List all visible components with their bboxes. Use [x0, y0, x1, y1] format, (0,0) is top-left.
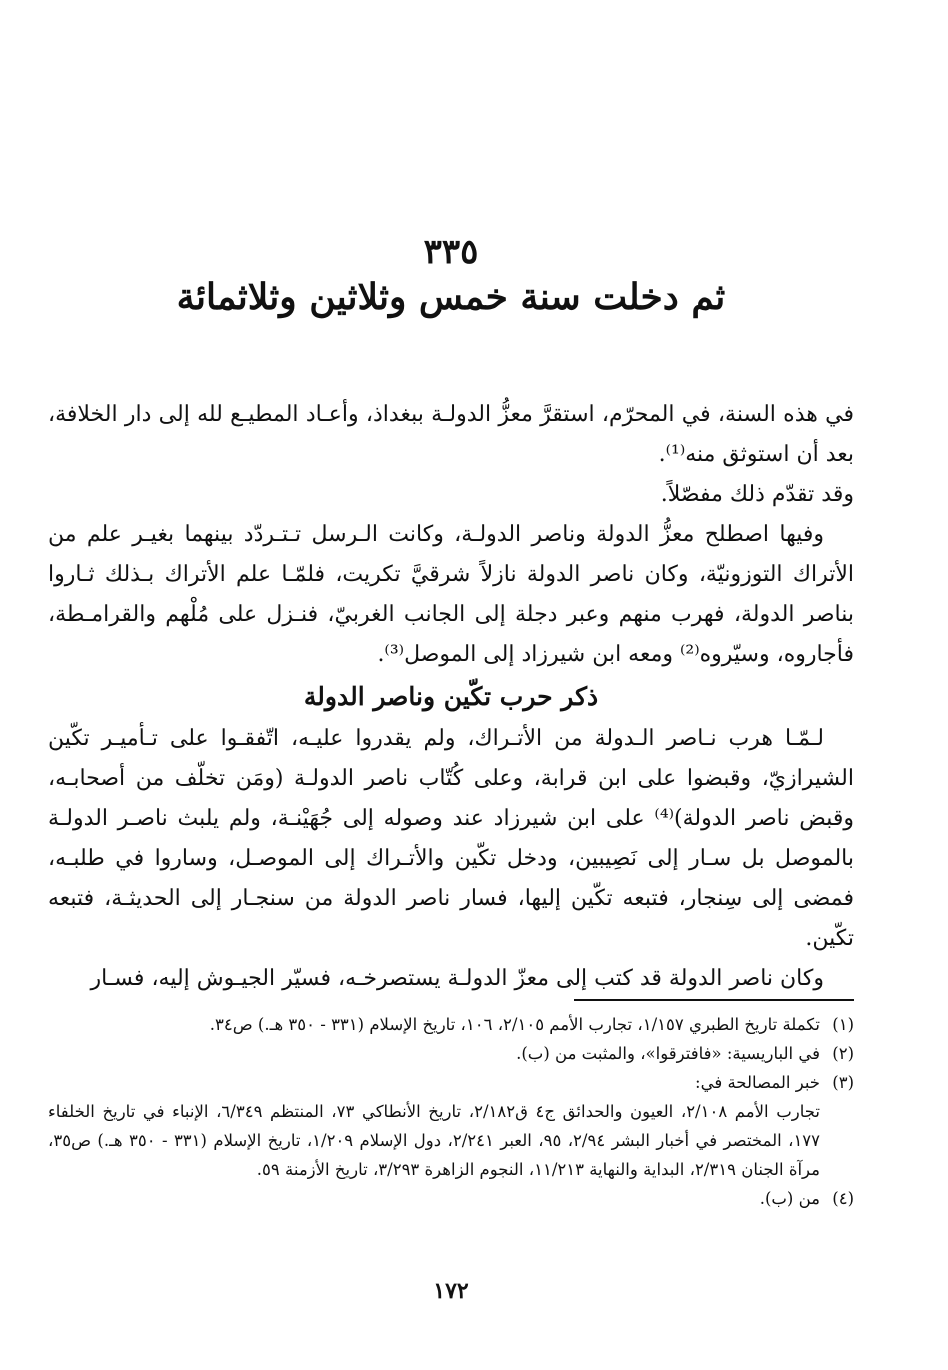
footnote-text: من (ب).	[759, 1189, 820, 1208]
paragraph-5: وكان ناصر الدولة قد كتب إلى معزّ الدولـة يستصرخـه، فسيّر الجيـوش إليه، فسـار	[90, 966, 824, 991]
footnote-1	[48, 1010, 854, 1039]
year-number: ٣٣٥	[423, 232, 479, 272]
page-number: ١٧٢	[433, 1278, 469, 1304]
section-heading: ذكر حرب تكّين وناصر الدولة	[303, 682, 599, 711]
footnote-divider	[574, 999, 854, 1001]
chapter-title: ثم دخلت سنة خمس وثلاثين وثلاثمائة	[176, 276, 726, 318]
footnote-text: خبر المصالحة في:	[695, 1073, 820, 1092]
footnote-4	[48, 1184, 854, 1213]
footnotes	[48, 1010, 854, 1213]
paragraph-2: وقد تقدّم ذلك مفصّلاً.	[660, 482, 854, 507]
footnote-text: في الباريسية: «فافترقوا»، والمثبت من (ب).	[516, 1044, 820, 1063]
footnote-3	[48, 1068, 854, 1097]
footnote-2	[48, 1039, 854, 1068]
footnote-number: (٢)	[832, 1044, 854, 1063]
paragraph-1: في هذه السنة، في المحرّم، استقرَّ معزُّ الدولـة ببغداذ، وأعـاد المطيـع لله إلى دار الخلافة، بعد أن استوثق منه⁽¹⁾.	[48, 402, 854, 467]
footnote-text: تكملة تاريخ الطبري ١/١٥٧، تجارب الأمم ٢/١٠٥، ١٠٦، تاريخ الإسلام (٣٣١ - ٣٥٠ هـ.) ص٣٤.	[209, 1015, 820, 1034]
footnote-3-sources: تجارب الأمم ٢/١٠٨، العيون والحدائق ج٤ ق٢/١٨٢، تاريخ الأنطاكي ٧٣، المنتظم ٦/٣٤٩، الإنباء في تاريخ الخلفاء ١٧٧، المختصر في أخبار البشر ٢/٩٤، ٩٥، العبر ٢/٢٤١، دول الإسلام ١/٢٠٩، تاريخ الإسلام (٣٣١ - ٣٥٠ هـ.) ص٣٥، مرآة الجنان ٢/٣١٩، البداية والنهاية ١١/٢١٣، النجوم الزاهرة ٣/٢٩٣، تاريخ الأزمنة ٥٩.	[48, 1102, 821, 1179]
paragraph-4: لـمّـا هرب نـاصر الـدولة من الأتـراك، ولم يقدروا عليـه، اتّفقـوا على تـأميـر تكّين الشيرازيّ، وقبضوا على ابن قرابة، وعلى كُتّاب ناصر الدولـة (ومَن تخلّف من أصحابـه، وقبض ناصر الدولة)⁽⁴⁾ على ابن شيرزاد عند وصوله إلى جُهَيْنـة، ولم يلبث ناصـر الدولـة بالموصل بل سـار إلى نَصِيبين، ودخل تكّين والأتـراك إلى الموصـل، وساروا في طلبـه، فمضى إلى سِنجار، فتبعه تكّين إليها، فسار ناصر الدولة من سنجـار إلى الحديثـة، فتبعه تكّين.	[48, 726, 854, 951]
book-page	[48, 0, 854, 1370]
footnote-number: (٣)	[832, 1073, 854, 1092]
paragraph-3: وفيها اصطلح معزُّ الدولة وناصر الدولـة، وكانت الـرسل تـتـردّد بينهما بغيـر علم من الأتراك التوزونيّة، وكان ناصر الدولة نازلاً شرقيَّ تكريت، فلمّـا علم الأتراك بـذلك ثـاروا بناصر الدولة، فهرب منهم وعبر دجلة إلى الجانب الغربيّ، فنـزل على مُلْهم والقرامـطة، فأجاروه، وسيّروه⁽²⁾ ومعه ابن شيرزاد إلى الموصل⁽³⁾.	[48, 522, 854, 667]
footnote-number: (٤)	[832, 1189, 854, 1208]
main-text	[48, 395, 854, 999]
footnote-number: (١)	[832, 1015, 854, 1034]
